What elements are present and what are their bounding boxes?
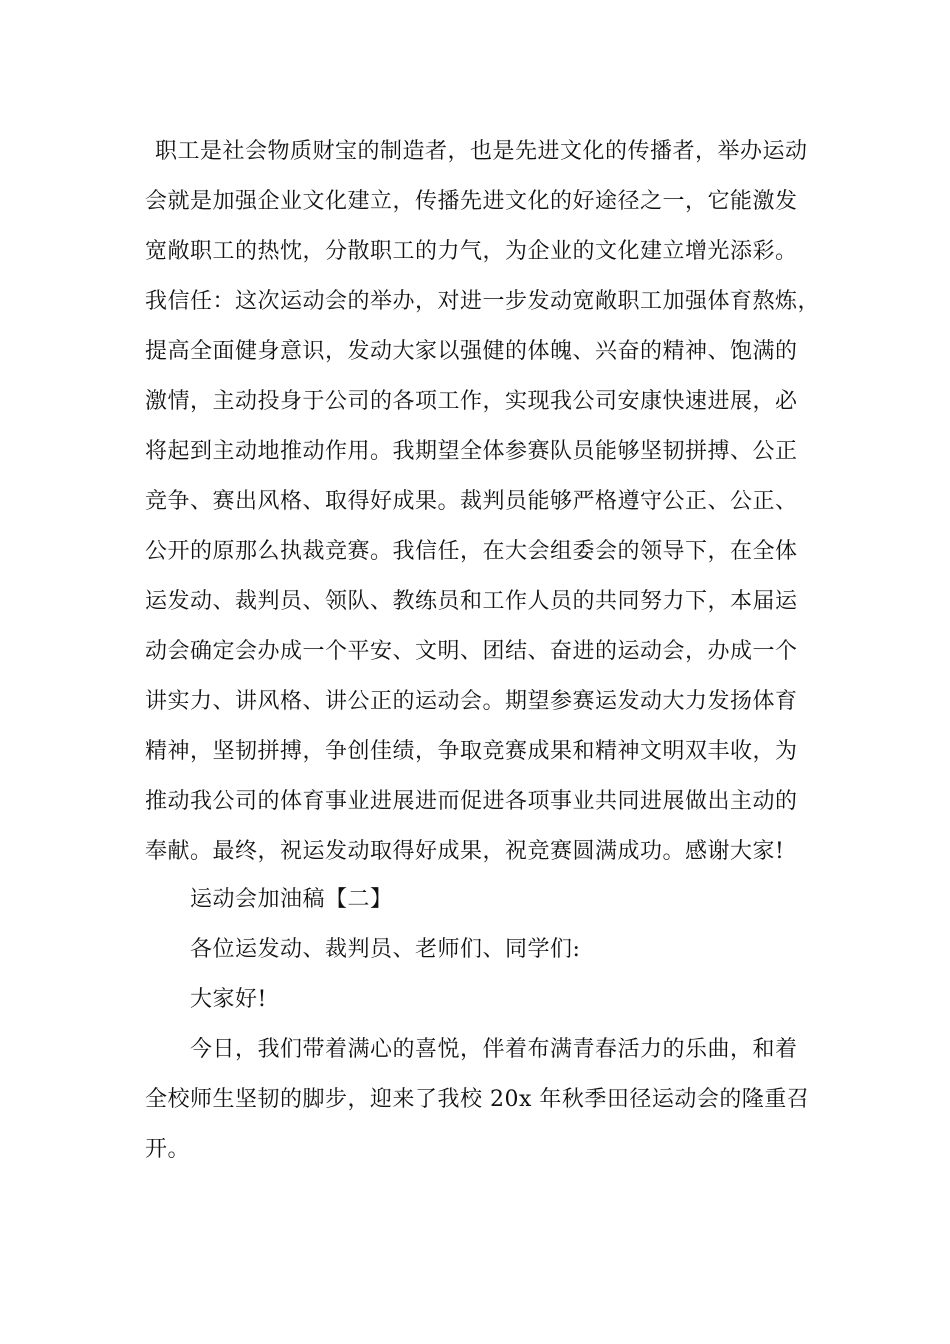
- paragraph1-line12: 讲实力、讲风格、讲公正的运动会。期望参赛运发动大力发扬体育: [145, 689, 798, 714]
- paragraph1-line9: 公开的原那么执裁竞赛。我信任，在大会组委会的领导下，在全体: [145, 539, 798, 564]
- paragraph1-line1: 职工是社会物质财宝的制造者，也是先进文化的传播者，举办运动: [155, 139, 808, 164]
- paragraph1-line10: 运发动、裁判员、领队、教练员和工作人员的共同努力下，本届运: [145, 589, 798, 614]
- paragraph1-line3: 宽敞职工的热忱，分散职工的力气，为企业的文化建立增光添彩。: [145, 239, 798, 264]
- paragraph1-line4: 我信任：这次运动会的举办，对进一步发动宽敞职工加强体育熬炼，: [145, 289, 821, 314]
- paragraph1-line8: 竞争、赛出风格、取得好成果。裁判员能够严格遵守公正、公正、: [145, 489, 798, 514]
- paragraph1-line14: 推动我公司的体育事业进展进而促进各项事业共同进展做出主动的: [145, 789, 798, 814]
- paragraph1-line5: 提高全面健身意识，发动大家以强健的体魄、兴奋的精神、饱满的: [145, 339, 798, 364]
- paragraph1-line15: 奉献。最终，祝运发动取得好成果，祝竞赛圆满成功。感谢大家!: [145, 839, 785, 864]
- section-heading: 运动会加油稿【二】: [190, 887, 393, 912]
- paragraph1-line2: 会就是加强企业文化建立，传播先进文化的好途径之一，它能激发: [145, 189, 798, 214]
- paragraph1-line7: 将起到主动地推动作用。我期望全体参赛队员能够坚韧拼搏、公正: [145, 439, 798, 464]
- paragraph2-line2: 全校师生坚韧的脚步，迎来了我校 20x 年秋季田径运动会的隆重召: [145, 1087, 810, 1112]
- paragraph1-line13: 精神，坚韧拼搏，争创佳绩，争取竞赛成果和精神文明双丰收，为: [145, 739, 798, 764]
- paragraph1-line11: 动会确定会办成一个平安、文明、团结、奋进的运动会，办成一个: [145, 639, 798, 664]
- greeting: 大家好!: [190, 987, 267, 1012]
- paragraph2-line3: 开。: [145, 1137, 191, 1162]
- paragraph1-line6: 激情，主动投身于公司的各项工作，实现我公司安康快速进展，必: [145, 389, 798, 414]
- salutation: 各位运发动、裁判员、老师们、同学们:: [190, 937, 581, 962]
- paragraph2-line1: 今日，我们带着满心的喜悦，伴着布满青春活力的乐曲，和着: [190, 1037, 798, 1062]
